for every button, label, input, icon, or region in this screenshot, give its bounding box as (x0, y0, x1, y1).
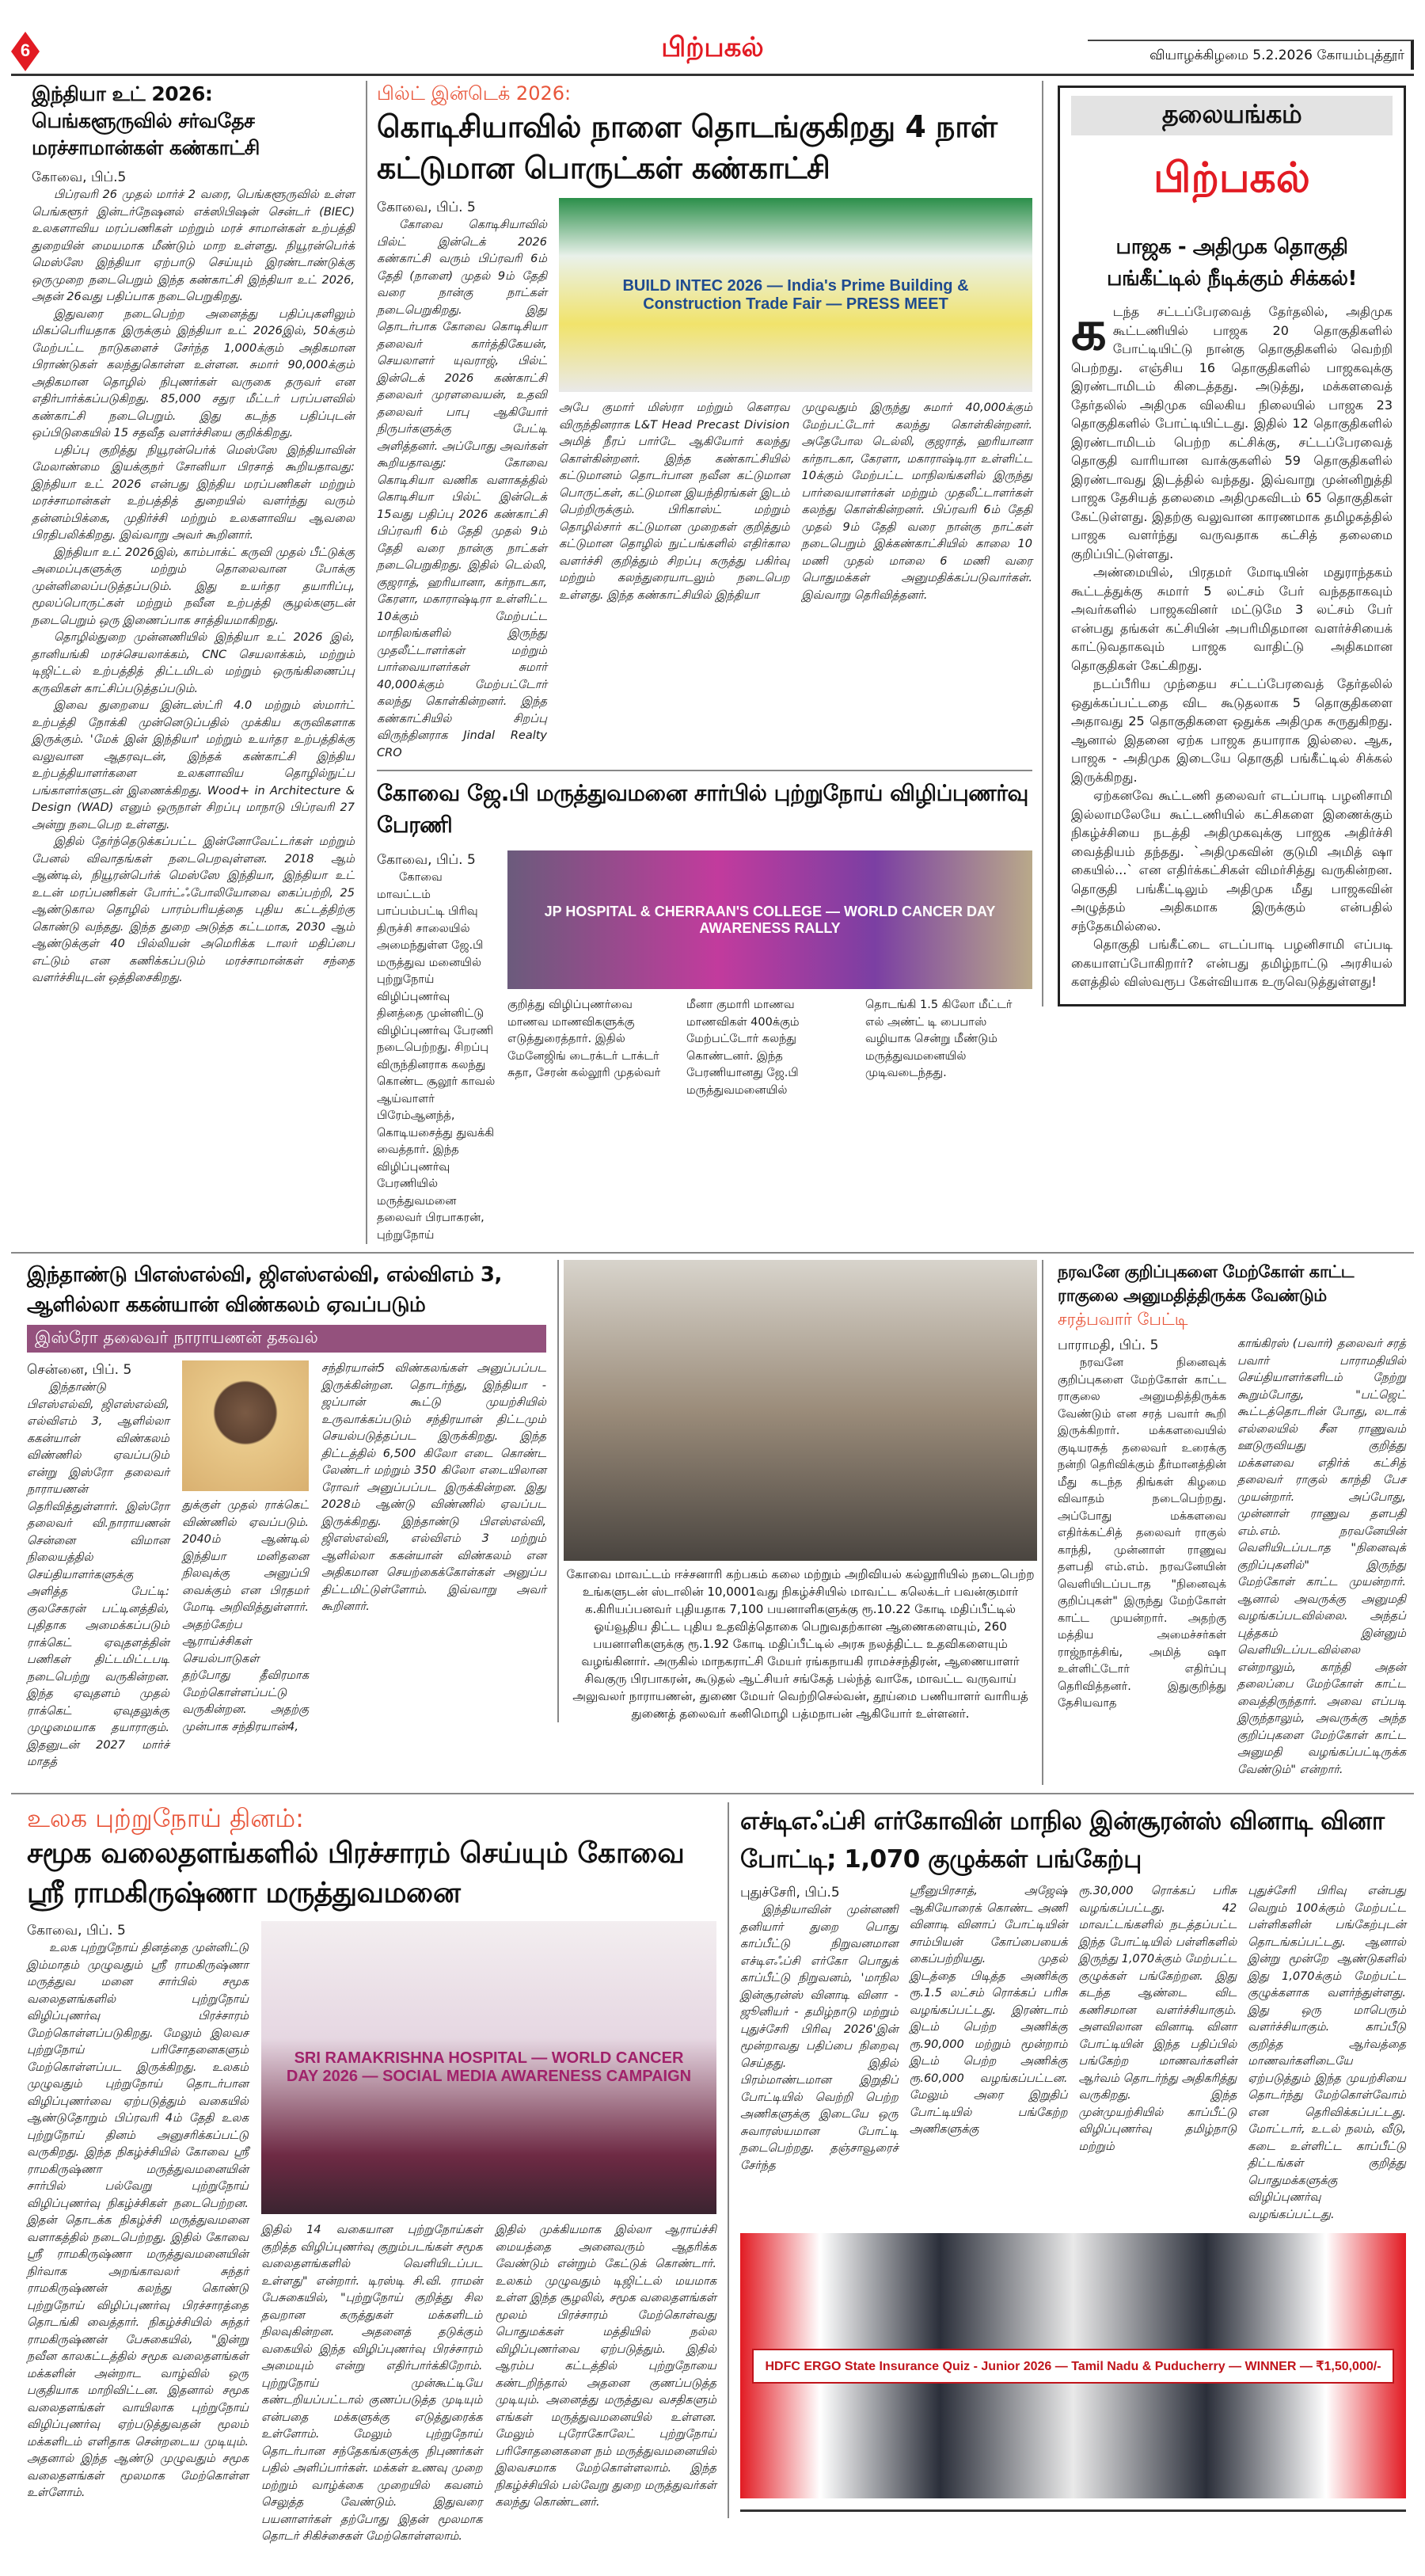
paragraph: கோவை மாவட்டம் பாப்பம்பட்டி பிரிவு திருச்சி சாலையில் அமைந்துள்ள ஜே.பி மருத்துவ மனையில் புற்றுநோய் விழிப்புணர்வு தினத்தை முன்னிட்டு விழிப்புணர்வு பேரணி நடைபெற்றது. சிறப்பு விருந்தினராக கலந்து கொண்ட சூலூர் காவல் ஆய்வாளர் பிரேம்ஆனந்த், கொடியசைத்து துவக்கி வைத்தார். இந்த விழிப்புணர்வு பேரணியில் மருத்துவமனை தலைவர் பிரபாகரன், புற்றுநோய் (377, 871, 496, 1242)
paragraph: பிப்ரவரி 26 முதல் மார்ச் 2 வரை, பெங்களூருவில் உள்ள பெங்களூர் இன்டர்நேஷனல் எக்ஸிபிஷன் சென்டர் (BIEC) உலகளாவிய மரப்பணிகள் மற்றும் மரச் சாமான்கள் உற்பத்தி துறையின் மையமாக மீண்டும் மாற உள்ளது. நியூரன்பெர்க் மெஸ்ஸே இந்தியா ஏற்பாடு செய்யும் இரண்டாண்டுக்கு ஒருமுறை நடைபெறும் இந்த கண்காட்சி இந்தியா உட் 2026, அதன் 26வது பதிப்பாக நடைபெறுகிறது. (32, 188, 355, 303)
headline: கோவை ஜே.பி மருத்துவமனை சார்பில் புற்றுநோய் விழிப்புணர்வு பேரணி (377, 780, 1028, 838)
story-jp-hospital (377, 770, 1032, 1244)
paragraph: புதுச்சேரி பிரிவு என்பது வெறும் 100க்கும் மேற்பட்ட பள்ளிகளின் பங்கேற்புடன் தொடங்கப்பட்டது. ஆனால் இன்று மூன்றே ஆண்டுகளில் இது 1,070க்கும் மேற்பட்ட குழுக்களாக வளர்ந்துள்ளது. இது ஒரு மாபெரும் வளர்ச்சியாகும். காப்பீடு குறித்த ஆர்வத்தை மாணவர்களிடையே ஏற்படுத்தும் இந்த முயற்சியை தொடர்ந்து மேற்கொள்வோம் என தெரிவிக்கப்பட்டது. மோட்டார், உடல் நலம், வீடு, கடை உள்ளிட்ட காப்பீட்டு திட்டங்கள் குறித்து பொதுமக்களுக்கு விழிப்புணர்வு வழங்கப்பட்டது. (1248, 1885, 1406, 2221)
page-number-badge (11, 32, 40, 71)
photo-build-intec-press-meet (559, 198, 1032, 392)
paragraph: இதில் 14 வகையான புற்றுநோய்கள் குறித்த விழிப்புணர்வு குறும்படங்கள் சமூக வலைதளங்களில் வெளியிடப்பட உள்ளது" என்றார். டிரஸ்டி சி.வி. ராமன் பேசுகையில், "புற்றுநோய் குறித்து சில தவறான கருத்துகள் மக்களிடம் நிலவுகின்றன. அதனைத் தடுக்கும் வகையில் இந்த விழிப்புணர்வு பிரச்சாரம் அமையும் என்று எதிர்பார்க்கிறோம். புற்றுநோய் முன்கூட்டியே கண்டறியப்பட்டால் குணப்படுத்த முடியும் என்பதை மக்களுக்கு எடுத்துரைக்க உள்ளோம். மேலும் புற்றுநோய் தொடர்பான சந்தேகங்களுக்கு நிபுணர்கள் பதில் அளிப்பார்கள். மக்கள் உணவு முறை மற்றும் வாழ்க்கை முறையில் கவனம் செலுத்த வேண்டும். இதுவரை பயனாளர்கள் தற்போது இதன் மூலமாக தொடர் சிகிச்சைகள் மேற்கொள்ளலாம். (261, 2224, 483, 2543)
paragraph: முழுவதும் இருந்து சுமார் 40,000க்கும் மேற்பட்டோர் கலந்து கொள்கின்றனர். அதேபோல டெல்லி, குஜராத், ஹரியானா கர்நாடகா, கேரளா, மகாராஷ்டிரா உள்ளிட்ட 10க்கும் மேற்பட்ட மாநிலங்களில் இருந்து பார்வையாளர்கள் மற்றும் முதலீட்டாளர்கள் கலந்து கொள்கின்றனர். பிப்ரவரி 6ம் தேதி முதல் 9ம் தேதி வரை நான்கு நாட்கள் நடைபெறும் இக்கண்காட்சியில் காலை 10 மணி முதல் மாலை 6 மணி வரை பொதுமக்கள் அனுமதிக்கப்படுவார்கள். இவ்வாறு தெரிவித்தனர். (801, 401, 1032, 602)
editorial-column (1042, 81, 1414, 1006)
dateline: புதுச்சேரி, பிப்.5 (740, 1885, 840, 1901)
headline: நரவனே குறிப்புகளை மேற்கோள் காட்ட ராகுலை அனுமதித்திருக்க வேண்டும் (1058, 1262, 1354, 1305)
article-body (32, 187, 355, 987)
paragraph: இதில் முக்கியமாக இல்லா ஆராய்ச்சி மையத்தை அனைவரும் ஆதரிக்க வேண்டும் என்றும் கேட்டுக் கொண்டார். உலகம் முழுவதும் டிஜிட்டல் மயமாக உள்ள இந்த சூழலில், சமூக வலைதளங்கள் மூலம் பிரச்சாரம் மேற்கொள்வது பொதுமக்கள் மத்தியில் நல்ல விழிப்புணர்வை ஏற்படுத்தும். இதில் ஆரம்ப கட்டத்தில் புற்றுநோயை கண்டறிந்தால் அதனை குணப்படுத்த முடியும். அனைத்து மருத்துவ வசதிகளும் எங்கள் மருத்துவமனையில் உள்ளன. மேலும் புரோகோலேட் புற்றுநோய் பரிசோதனைகளை நம் மருத்துவமனையில் இலவசமாக மேற்கொள்ளலாம். இந்த நிகழ்ச்சியில் பல்வேறு துறை மருத்துவர்கள் கலந்து கொண்டனர். (495, 2224, 716, 2509)
story-hdfc-ergo-quiz (728, 1802, 1414, 2518)
story-india-wood (11, 81, 366, 994)
photo-welfare-distribution (564, 1260, 1037, 1561)
dateline: சென்னை, பிப். 5 (27, 1362, 132, 1378)
paragraph: இந்தியாவின் முன்னணி தனியார் துறை பொது காப்பீட்டு நிறுவனமான எச்டிஎஃப்சி எர்கோ பொதுக் காப்பீட்டு நிறுவனம், 'மாநில இன்சூரன்ஸ் வினாடி வினா - ஜூனியர் - தமிழ்நாடு மற்றும் புதுச்சேரி பிரிவு 2026'இன் மூன்றாவது பதிப்பை நிறைவு செய்தது. இதில் பிரம்மாண்டமான இறுதிப் போட்டியில் வெற்றி பெற்ற அணிகளுக்கு இடையே ஒரு சுவாரஸ்யமான போட்டி நடைபெற்றது. தஞ்சாவூரைச் சேர்ந்த (740, 1904, 899, 2172)
masthead (11, 0, 1414, 76)
paragraph: அபே குமார் மிஸ்ரா மற்றும் கௌரவ விருந்தினராக L&T Head Precast Division அமித் நீரப் பார்டே ஆகியோர் கலந்து கொள்கின்றனர். இந்த கண்காட்சியில் கட்டுமானம் தொடர்பான நவீன கட்டுமான பொருட்கள், கட்டுமான இயந்திரங்கள் இடம் பெற்றிருக்கும். பிரிகாஸ்ட் மற்றும் தொழில்சார் கட்டுமான முறைகள் குறித்தும் கட்டுமான தொழில் நுட்பங்களில் எதிர்கால வளர்ச்சி குறித்தும் சிறப்பு கருத்து பகிர்வு மற்றும் கலந்துரையாடலும் நடைபெற உள்ளது. இந்த கண்காட்சியில் இந்தியா (559, 401, 790, 602)
editorial-logo (1071, 154, 1393, 207)
paragraph: இவை துறையை இன்டஸ்ட்ரி 4.0 மற்றும் ஸ்மார்ட் உற்பத்தி நோக்கி முன்னெடுப்பதில் முக்கிய கருவிகளாக இருக்கும். 'மேக் இன் இந்தியா' மற்றும் உயர்தர உற்பத்திக்கு வலுவான ஆதரவுடன், இந்தக் கண்காட்சி இந்திய உற்பத்தியாளர்களை உலகளாவிய தொழில்நுட்ப பங்காளர்களுடன் இணைக்கிறது. Wood+ in Architecture & Design (WAD) எனும் ஒருநாள் சிறப்பு மாநாடு பிப்ரவரி 27 அன்று நடைபெற உள்ளது. (32, 699, 355, 831)
paragraph: ஸ்ரீனுபிரசாத், அஜேஷ் ஆகியோரைக் கொண்ட அணி வினாடி வினாப் போட்டியின் சாம்பியன் கோப்பையைக் கைப்பற்றியது. முதல் இடத்தை பிடித்த அணிக்கு ரூ.1.5 லட்சம் ரொக்கப் பரிசு வழங்கப்பட்டது. இரண்டாம் இடம் பெற்ற அணிக்கு ரூ.90,000 மற்றும் மூன்றாம் இடம் பெற்ற அணிக்கு ரூ.60,000 வழங்கப்பட்டன. மேலும் அரை இறுதிப் போட்டியில் பங்கேற்ற அணிகளுக்கு (909, 1885, 1068, 2136)
kicker: பில்ட் இன்டெக் 2026: (377, 82, 572, 105)
dateline: கோவை, பிப். 5 (377, 852, 476, 868)
paragraph: டந்த சட்டப்பேரவைத் தேர்தலில், அதிமுக கூட்டணியில் பாஜக 20 தொகுதிகளில் போட்டியிட்டு நான்கு தொகுதிகளில் வெற்றி பெற்றது. எஞ்சிய 16 தொகுதிகளில் பாஜகவுக்கு இரண்டாமிடம் கிடைத்தது. அடுத்து, மக்களவைத் தேர்தலில் அதிமுக விலகிய நிலையில் பாஜக 23 தொகுதிகளில் போட்டியிட்டது. இதில் 12 தொகுதிகளில் இரண்டாமிடம் பெற்ற கட்சிக்கு, சட்டப்பேரவைத் தொகுதி வாரியான வாக்குகளில் 59 தொகுதிகளில் இரண்டாவது இடத்தில் வந்தது. இவ்வாறு முன்னிறுத்தி பாஜக தேசியத் தலைமை அதிமுகவிடம் 65 தொகுதிகள் கேட்டுள்ளது. இதற்கு வலுவான காரணமாக தமிழகத்தில் பாஜக வளர்ந்து வருவதாக கட்சித் தலைமை குறிப்பிட்டுள்ளது. (1071, 304, 1393, 561)
photo-isro-chief (182, 1360, 309, 1491)
masthead-logo (610, 32, 815, 67)
paragraph: இதில் தேர்ந்தெடுக்கப்பட்ட இன்னோவேட்டர்கள் மற்றும் பேனல் விவாதங்கள் நடைபெறவுள்ளன. 2018 ஆம் ஆண்டில், நியூரன்பெர்க் மெஸ்ஸே இந்தியா, இந்தியா உட் உடன் மரப்பணிகள் போர்ட்ஃபோலியோவை கைப்பற்றி, 25 ஆண்டுகால தொழில் பாரம்பரியத்தை புதிய கட்டத்திற்கு கொண்டு வந்தது. இந்த துறை அடுத்த கட்டமாக, 2030 ஆம் ஆண்டுக்குள் 40 பில்லியன் அமெரிக்க டாலர் மதிப்பை எட்டும் என கணிக்கப்படும் மரச்சாமான்கள் சந்தை வளர்ச்சியுடன் ஒத்திசைகிறது. (32, 835, 355, 984)
paragraph: துக்குள் முதல் ராக்கெட் விண்ணில் ஏவப்படும். 2040ம் ஆண்டில் இந்தியா மனிதனை நிலவுக்கு அனுப்பி வைக்கும் என பிரதமர் மோடி அறிவித்துள்ளார். அதற்கேற்ப ஆராய்ச்சிகள் செயல்பாடுகள் தற்போது தீவிரமாக மேற்கொள்ளப்பட்டு வருகின்றன. அதற்கு முன்பாக சந்திரயான்4, (182, 1499, 309, 1733)
paragraph: அண்மையில், பிரதமர் மோடியின் மதுராந்தகம் கூட்டத்துக்கு சுமார் 5 லட்சம் பேர் வந்ததாகவும் அவர்களில் பாஜகவினர் மட்டுமே 3 லட்சம் பேர் என்பது தங்கள் கட்சியின் அபரிமிதமான வளர்ச்சியைக் காட்டுவதாகவும் பாஜக வாதிட்டு அதிகமான தொகுதிகள் கேட்கிறது. (1071, 565, 1393, 673)
section-title: தலையங்கம் (1161, 99, 1302, 129)
dateline-banner (1088, 40, 1414, 70)
paragraph: ஏற்கனவே கூட்டணி தலைவர் எடப்பாடி பழனிசாமி இல்லாமலேயே கூட்டணியில் கட்சிகளை இணைக்கும் நிகழ்ச்சியை நடத்தி அதிமுகவுக்கு பாஜக அதிர்ச்சி வைத்தியம் தந்தது. `அதிமுகவின் குடுமி அமித் ஷா கையில்...` என எதிர்க்கட்சிகள் விமர்சித்து வருகின்றன. தொகுதி பங்கீட்டிலும் அதிமுக மீது பாஜகவின் அழுத்தம் அதிகமாக இருக்கும் என்பதில் சந்தேகமில்லை. (1071, 788, 1393, 934)
drop-cap: க (1071, 298, 1107, 363)
paragraph: இதுவரை நடைபெற்ற அனைத்து பதிப்புகளிலும் மிகப்பெரியதாக இருக்கும் இந்தியா உட் 2026இல், 50க்கும் மேற்பட்ட நாடுகளைச் சேர்ந்த 1,000க்கும் அதிகமான பிராண்டுகள் கலந்துகொள்ள உள்ளன. சுமார் 90,000க்கும் அதிகமான தொழில் நிபுணர்கள் வருகை தருவர் என எதிர்பார்க்கப்படுகிறது. 85,000 சதுர மீட்டர் பரப்பளவில் கண்காட்சி நடைபெறும். இது கடந்த பதிப்புடன் ஒப்பிடுகையில் 15 சதவீத வளர்ச்சியை குறிக்கிறது. (32, 307, 355, 439)
row-bottom (11, 1793, 1414, 2552)
paragraph: குறித்து விழிப்புணர்வை மாணவ மாணவிகளுக்கு எடுத்துரைத்தார். இதில் மேனேஜிங் டைரக்டர் டாக்டர் சுதா, சேரன் கல்லூரி முதல்வர் (507, 999, 661, 1079)
story-sri-ramakrishna (11, 1802, 728, 2552)
dateline: கோவை, பிப். 5 (377, 200, 476, 215)
story-sharad-pawar (1042, 1260, 1414, 1785)
editorial-box (1058, 86, 1406, 1006)
editorial-headline: பாஜக - அதிமுக தொகுதி பங்கீட்டில் நீடிக்கும் சிக்கல்! (1107, 235, 1357, 291)
paragraph: காங்கிரஸ் (பவார்) தலைவர் சரத் பவார் பாராமதியில் செய்தியாளர்களிடம் நேற்று கூறும்போது, "பட்ஜெட் கூட்டத்தொடரின் போது, லடாக் எல்லையில் சீன ராணுவம் ஊடுருவியது குறித்து மக்களவை எதிர்க் கட்சித் தலைவர் ராகுல் காந்தி பேச முயன்றார். அப்போது, முன்னாள் ராணுவ தளபதி எம்.எம். நரவனேயின் வெளியிடப்படாத "நினைவுக் குறிப்புகளில்" இருந்து மேற்கோள் காட்ட முயன்றார். ஆனால் அவருக்கு அனுமதி வழங்கப்படவில்லை. அந்தப் புத்தகம் இன்னும் வெளியிடப்படவில்லை என்றாலும், காந்தி அதன் தலைப்பை மேற்கோள் காட்ட வைத்திருந்தார். அவை எப்படி இருந்தாலும், அவருக்கு அந்த குறிப்புகளை மேற்கோள் காட்ட அனுமதி வழங்கப்பட்டிருக்க வேண்டும்" என்றார். (1237, 1337, 1406, 1776)
paragraph: தொழில்துறை முன்னணியில் இந்தியா உட் 2026 இல், தானியங்கி மரச்செயலாக்கம், CNC செயலாக்கம், மற்றும் டிஜிட்டல் உற்பத்தித் திட்டமிடல் மற்றும் ஒருங்கிணைப்பு கருவிகள் காட்சிப்படுத்தப்படும். (32, 631, 355, 695)
col-mid (559, 400, 790, 604)
headline: எச்டிஎஃப்சி எர்கோவின் மாநில இன்சூரன்ஸ் வினாடி வினா போட்டி; 1,070 குழுக்கள் பங்கேற்பு (740, 1807, 1385, 1874)
subhead: சரத்பவார் பேட்டி (1058, 1310, 1188, 1329)
center-column (366, 81, 1042, 1244)
dateline: பாராமதி, பிப். 5 (1058, 1337, 1159, 1353)
headline: சமூக வலைதளங்களில் பிரச்சாரம் செய்யும் கோவை ஸ்ரீ ராமகிருஷ்ணா மருத்துவமனை (27, 1837, 685, 1909)
row-top (11, 81, 1414, 1244)
logo-text: பிற்பகல் (1153, 154, 1310, 202)
story-build-intec (377, 81, 1032, 770)
photo-banner-text: JP HOSPITAL & CHERRAAN'S COLLEGE — WORLD CANCER DAY AWARENESS RALLY (544, 903, 996, 936)
paragraph: உலக புற்றுநோய் தினத்தை முன்னிட்டு இம்மாதம் முழுவதும் ஸ்ரீ ராமகிருஷ்ணா மருத்துவ மனை சார்பில் சமூக வலைதளங்களில் புற்றுநோய் விழிப்புணர்வு பிரச்சாரம் மேற்கொள்ளப்படுகிறது. மேலும் இலவச புற்றுநோய் பரிசோதனைகளும் மேற்கொள்ளப்பட இருக்கிறது. உலகம் முழுவதும் புற்றுநோய் தொடர்பான விழிப்புணர்வை ஏற்படுத்தும் வகையில் ஆண்டுதோறும் பிப்ரவரி 4ம் தேதி உலக புற்றுநோய் தினம் அனுசரிக்கப்பட்டு வருகிறது. இந்த நிகழ்ச்சியில் கோவை ஸ்ரீ ராமகிருஷ்ணா மருத்துவமனையின் சார்பில் பல்வேறு புற்றுநோய் விழிப்புணர்வு நிகழ்ச்சிகள் நடைபெற்றன. இதன் தொடக்க நிகழ்ச்சி மருத்துவமனை வளாகத்தில் நடைபெற்றது. இதில் கோவை ஸ்ரீ ராமகிருஷ்ணா மருத்துவமனையின் நிர்வாக அறங்காவலர் சுந்தர் ராமகிருஷ்ணன் கலந்து கொண்டு புற்றுநோய் விழிப்புணர்வு பிரச்சாரத்தை தொடங்கி வைத்தார். நிகழ்ச்சியில் சுந்தர் ராமகிருஷ்ணன் பேசுகையில், "இன்று நவீன காலகட்டத்தில் சமூக வலைதளங்கள் மக்களின் அன்றாட வாழ்வில் ஒரு பகுதியாக மாறிவிட்டன. இதனால் சமூக வலைதளங்கள் வாயிலாக புற்றுநோய் விழிப்புணர்வு ஏற்படுத்துவதன் மூலம் மக்களிடம் எளிதாக சென்றடைய முடியும். அதனால் இந்த ஆண்டு முழுவதும் சமூக வலைதளங்கள் மூலமாக மேற்கொள்ள உள்ளோம். (27, 1942, 249, 2499)
paragraph: இந்தியா உட் 2026இல், காம்பாக்ட் கருவி முதல் பீட்டுக்கு அமைப்புகளுக்கு மற்றும் தொலைவான போக்கு முன்னிலைப்படுத்தப்படும். இது உயர்தர தயாரிப்பு, மூலப்பொருட்கள் மற்றும் நவீன உற்பத்தி சூழல்களுடன் நடைபெறும் ஒரு இணைப்பாக சாத்தியமாகிறது. (32, 546, 355, 627)
paragraph: சந்திரயான்5 விண்கலங்கள் அனுப்பப்பட இருக்கின்றன. தொடர்ந்து, இந்தியா - ஜப்பான் கூட்டு முயற்சியில் உருவாக்கப்படும் சந்திரயான் திட்டமும் செயல்படுத்தப்பட இருக்கிறது. இந்த திட்டத்தில் 6,500 கிலோ எடை கொண்ட லேண்டர் மற்றும் 350 கிலோ எடையிலான ரோவர் அனுப்பப்பட இருக்கின்றன. இது 2028ம் ஆண்டு விண்ணில் ஏவப்பட இருக்கிறது. இந்தாண்டு பிஎஸ்எல்வி, ஜிஎஸ்எல்வி, எல்விஎம் 3 மற்றும் ஆளில்லா ககன்யான் விண்கலம் என அதிகமான செயற்கைக்கோள்கள் அனுப்ப திட்டமிட்டுள்ளோம். இவ்வாறு அவர் கூறினார். (321, 1362, 546, 1613)
page-number: 6 (20, 40, 31, 60)
photo-story-stalin-event (557, 1260, 1042, 1722)
subhead: இஸ்ரோ தலைவர் நாராயணன் தகவல் (35, 1328, 318, 1347)
dateline: கோவை, பிப்.5 (32, 169, 127, 185)
col-right (802, 400, 1033, 604)
paragraph: கோவை கொடிசியாவில் பில்ட் இன்டெக் 2026 கண்காட்சி வரும் பிப்ரவரி 6ம் தேதி (நாளை) முதல் 9ம் தேதி வரை நான்கு நாட்கள் நடைபெறுகிறது. இது தொடர்பாக கோவை கொடிசியா தலைவர் கார்த்திகேயன், செயலாளர் யுவராஜ், பில்ட் இன்டெக் 2026 கண்காட்சி தலைவர் முரளவையன், உதவி தலைவர் பாபு ஆகியோர் நிருபர்களுக்கு பேட்டி அளித்தனர். அப்போது அவர்கள் கூறியதாவது: கோவை கொடிசியா வணிக வளாகத்தில் கொடிசியா பில்ட் இன்டெக் 15வது பதிப்பு 2026 கண்காட்சி பிப்ரவரி 6ம் தேதி முதல் 9ம் தேதி வரை நான்கு நாட்கள் நடைபெறுகிறது. இதில் டெல்லி, குஜராத், ஹரியானா, கர்நாடகா, கேரளா, மகாராஷ்டிரா உள்ளிட்ட 10க்கும் மேற்பட்ட மாநிலங்களில் இருந்து முதலீட்டாளர்கள் மற்றும் பார்வையாளர்கள் சுமார் 40,000க்கும் மேற்பட்டோர் கலந்து கொள்கின்றனர். இந்த கண்காட்சியில் சிறப்பு விருந்தினராக Jindal Realty CRO (377, 219, 547, 759)
photo-banner-text: HDFC ERGO State Insurance Quiz - Junior 2026 — Tamil Nadu & Puducherry — WINNER — ₹1,50,000/- (752, 2349, 1393, 2384)
issue-dateline: வியாழக்கிழமை 5.2.2026 கோயம்புத்தூர் (1150, 48, 1404, 63)
subhead-bar (27, 1325, 546, 1353)
headline: இந்தாண்டு பிஎஸ்எல்வி, ஜிஎஸ்எல்வி, எல்விஎம் 3, ஆளில்லா ககன்யான் விண்கலம் ஏவப்படும் (27, 1263, 502, 1317)
paragraph: பதிப்பு குறித்து நியூரன்பெர்க் மெஸ்ஸே இந்தியாவின் மேலாண்மை இயக்குநர் சோனியா பிரசாத் கூறியதாவது: இந்தியா உட் 2026 என்பது இந்திய மரப்பணிகள் மற்றும் மரச்சாமான்கள் உற்பத்தித் துறையில் வளர்ந்து வரும் தன்னம்பிக்கை, முதிர்ச்சி மற்றும் உலகளாவிய ஆவலை பிரதிபலிக்கிறது. இவ்வாறு அவர் கூறினார். (32, 443, 355, 542)
editorial-section-title-bar (1071, 96, 1393, 135)
logo-text: பிற்பகல் (661, 32, 764, 63)
paragraph: ரூ.30,000 ரொக்கப் பரிசு வழங்கப்பட்டது. 42 மாவட்டங்களில் நடத்தப்பட்ட இந்த போட்டியில் பள்ளிகளில் இருந்து 1,070க்கும் மேற்பட்ட குழுக்கள் பங்கேற்றன. இது கடந்த ஆண்டை விட கணிசமான வளர்ச்சியாகும். அளவிலான வினாடி வினா போட்டியின் இந்த பதிப்பில் பங்கேற்ற மாணவர்களின் ஆர்வம் தொடர்ந்து அதிகரித்து வருகிறது. இந்த முன்முயற்சியில் காப்பீட்டு விழிப்புணர்வு தமிழ்நாடு மற்றும் (1078, 1885, 1237, 2153)
editorial-body (1071, 298, 1393, 991)
paragraph: தொடங்கி 1.5 கிலோ மீட்டர் எல் அண்ட் டி பைபாஸ் வழியாக சென்று மீண்டும் மருத்துவமனையில் முடிவடைந்தது. (865, 999, 1013, 1079)
headline: கொடிசியாவில் நாளை தொடங்குகிறது 4 நாள் கட்டுமான பொருட்கள் கண்காட்சி (377, 109, 998, 185)
headline: இந்தியா உட் 2026: பெங்களூருவில் சர்வதேச மரச்சாமான்கள் கண்காட்சி (32, 82, 260, 159)
paragraph: நடப்பீரிய முந்தைய சட்டப்பேரவைத் தேர்தலில் ஒதுக்கப்பட்டதை விட கூடுதலாக 5 தொகுதிகளை அதாவது 25 தொகுதிகளை ஒதுக்க அதிமுக சுருதுகிறது. ஆனால் இதனை ஏற்க பாஜக தயாராக இல்லை. ஆக, பாஜக - அதிமுக இடையே தொகுதி பங்கீட்டில் சிக்கல் இருக்கிறது. (1071, 676, 1393, 785)
photo-hdfc-ergo-winners (740, 2233, 1406, 2498)
photo-banner-text: SRI RAMAKRISHNA HOSPITAL — WORLD CANCER DAY 2026 — SOCIAL MEDIA AWARENESS CAMPAIGN (286, 2049, 692, 2085)
row-middle (11, 1252, 1414, 1785)
paragraph: தொகுதி பங்கீட்டை எடப்பாடி பழனிசாமி எப்படி கையாளப்போகிறார்? என்பது தமிழ்நாட்டு அரசியல் களத்தில் விஸ்வரூப கேள்வியாக உருவெடுத்துள்ளது! (1071, 937, 1393, 989)
photo-caption: கோவை மாவட்டம் ஈச்சனாரி கற்பகம் கலை மற்றும் அறிவியல் கல்லூரியில் நடைபெற்ற உங்களுடன் ஸ்டாலின் 10,0001வது நிகழ்ச்சியில் மாவட்ட கலெக்டர் பவன்குமார் க.கிரியப்பனவர் புதியதாக 7,100 பயனாளிகளுக்கு ரூ.10.22 கோடி மதிப்பீட்டில் ஓய்வூதிய திட்ட புதிய உதவித்தொகை பெறுவதற்கான ஆணைகளையும், 260 பயனாளிகளுக்கு ரூ.1.92 கோடி மதிப்பீட்டில் அரசு நலத்திட்ட உதவிகளையும் வழங்கினார். அருகில் மாநகராட்சி மேயர் ரங்கநாயகி ராமச்சந்திரன், ஆணையாளர் சிவகுரு பிரபாகரன், கூடுதல் ஆட்சியர் சங்கேத் பல்ந்த் வாகே, மாவட்ட வருவாய் அலுவலர் நாராயணன், துணை மேயர் வெற்றிசெல்வன், தூய்மை பணியாளர் வாரியத் துணைத் தலைவர் கனிமொழி பத்மநாபன் ஆகியோர் உள்ளனர். (566, 1567, 1035, 1721)
paragraph: நரவனே நினைவுக் குறிப்புகளை மேற்கோள் காட்ட ராகுலை அனுமதித்திருக்க வேண்டும் என சரத் பவார் கூறி இருக்கிறார். மக்களவையில் குடியரசுத் தலைவர் உரைக்கு நன்றி தெரிவிக்கும் தீர்மானத்தின் மீது கடந்த திங்கள் கிழமை விவாதம் நடைபெற்றது. அப்போது மக்களவை எதிர்க்கட்சித் தலைவர் ராகுல் காந்தி, முன்னாள் ராணுவ தளபதி எம்.எம். நரவனேயின் வெளியிடப்படாத "நினைவுக் குறிப்புகள்" இருந்து மேற்கோள் காட்ட முயன்றார். அதற்கு மத்திய அமைச்சர்கள் ராஜ்நாத்சிங், அமித் ஷா உள்ளிட்டோர் எதிர்ப்பு தெரிவித்தனர். இதுகுறித்து தேசியவாத (1058, 1356, 1226, 1710)
paragraph: மீனா குமாரி மாணவ மாணவிகள் 400க்கும் மேற்பட்டோர் கலந்து கொண்டனர். இந்த பேரணியானது ஜே.பி மருத்துவமனையில் (686, 999, 800, 1097)
dateline: கோவை, பிப். 5 (27, 1923, 126, 1939)
col-left (377, 198, 547, 762)
paragraph: இந்தாண்டு பிஎஸ்எல்வி, ஜிஎஸ்எல்வி, எல்விஎம் 3, ஆளில்லா ககன்யான் விண்கலம் விண்ணில் ஏவப்படும் என்று இஸ்ரோ தலைவர் நாராயணன் தெரிவித்துள்ளார். இஸ்ரோ தலைவர் வி.நாராயணன் சென்னை விமான நிலையத்தில் செய்தியாளர்களுக்கு அளித்த பேட்டி: குலசேகரன் பட்டினத்தில், புதிதாக அமைக்கப்படும் ராக்கெட் ஏவுதளத்தின் பணிகள் திட்டமிட்டபடி நடைபெற்று வருகின்றன. இந்த ஏவுதளம் முதல் ராக்கெட் ஏவுதலுக்கு முழுமையாக தயாராகும். இதனுடன் 2027 மார்ச் மாதத் (27, 1381, 169, 1768)
photo-cancer-campaign-launch (261, 1921, 716, 2214)
kicker: உலக புற்றுநோய் தினம்: (27, 1803, 304, 1833)
photo-banner-text: BUILD INTEC 2026 — India's Prime Building & Construction Trade Fair — PRESS MEET (622, 276, 969, 313)
story-isro (11, 1260, 557, 1778)
photo-cancer-rally (507, 850, 1032, 989)
footer-rule (740, 2509, 1406, 2512)
